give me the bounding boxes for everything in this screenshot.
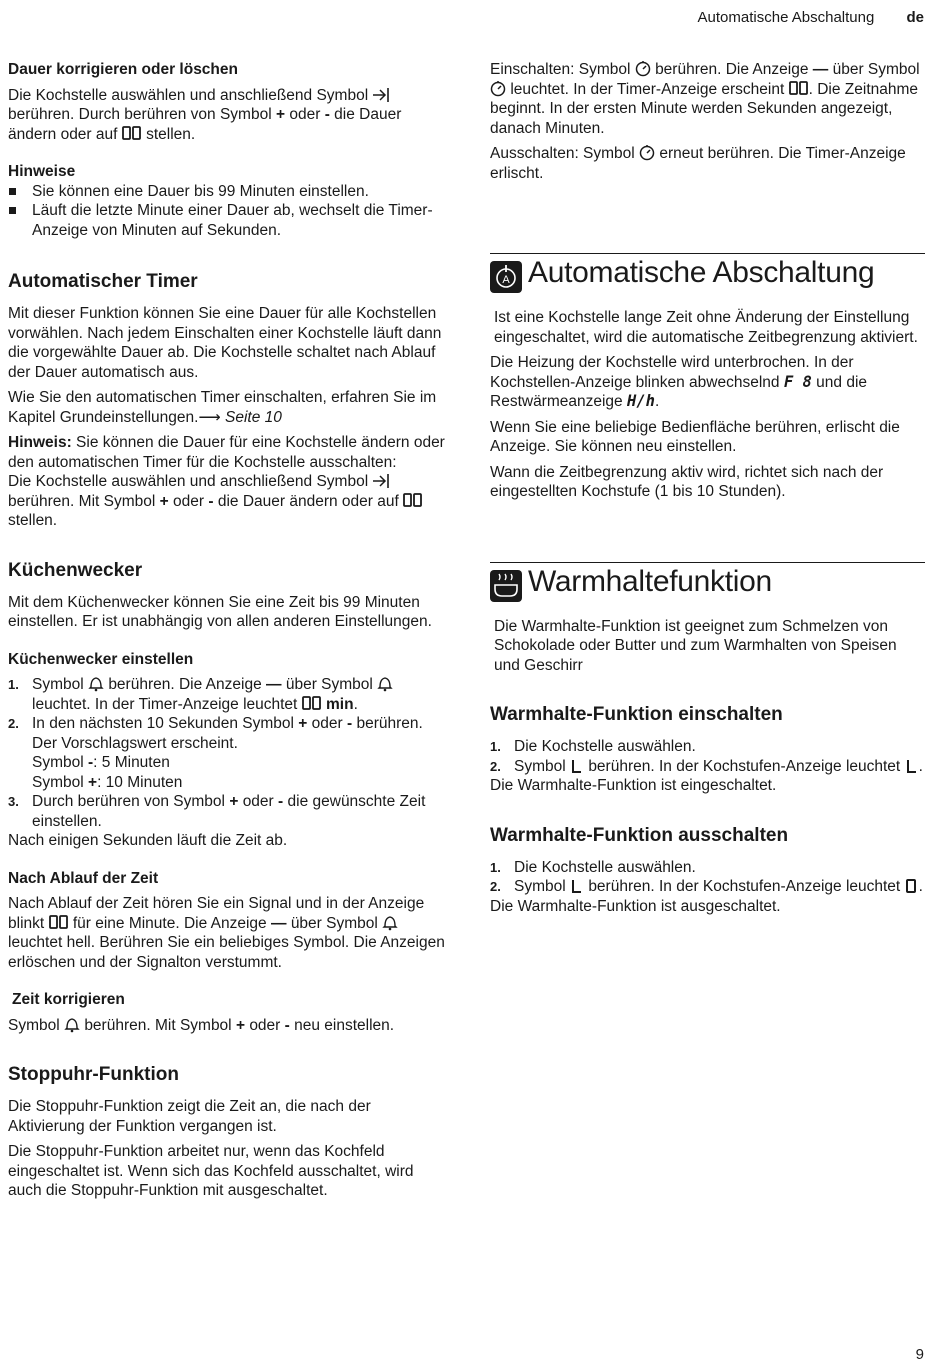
hinweise-heading: Hinweise (8, 163, 76, 180)
display-00-icon (789, 81, 809, 96)
page-reference-link[interactable]: Seite 10 (224, 408, 282, 426)
stoppuhr-einschalten: Einschalten: Symbol berühren. Die Anzeige — über Symbol leuchtet. In der Timer-Anzeige erscheint . Die Zeitnahme beginnt. In der ersten Minute werden Sekunden angezeigt, danach Minuten. (490, 61, 920, 137)
auto-off-icon (490, 261, 522, 293)
warmhalte-eingeschaltet: Die Warmhalte-Funktion ist eingeschaltet. (490, 777, 777, 794)
warmhalte-heading: Warmhaltefunktion (528, 564, 772, 598)
svg-text:A: A (502, 274, 510, 286)
kuechenwecker-einstellen-heading: Küchenwecker einstellen (8, 650, 194, 668)
timer-paragraph-3: Die Kochstelle auswählen und anschließend Symbol berühren. Mit Symbol + oder - die Dauer ändern oder auf stellen. (8, 472, 448, 531)
list-item: Sie können eine Dauer bis 99 Minuten einstellen. (8, 182, 448, 202)
abschaltung-heading: Automatische Abschaltung (528, 256, 875, 289)
indicator-dash-icon: — (812, 61, 829, 78)
display-zero-icon (905, 879, 919, 894)
display-00-icon (49, 915, 69, 930)
hinweise-list (8, 182, 448, 241)
left-column (8, 60, 448, 1207)
kuechenwecker-steps (8, 675, 448, 831)
abschaltung-paragraph-4: Wann die Zeitbegrenzung aktiv wird, richtet sich nach der eingestellten Kochstufe (1 bis 10 Stunden). (490, 463, 884, 500)
warmhalte-ausschalten-heading: Warmhalte-Funktion ausschalten (490, 824, 789, 846)
display-00-icon (122, 126, 142, 141)
stopwatch-icon (490, 80, 506, 97)
display-00-icon (403, 493, 423, 508)
display-h-icon: H/h (627, 392, 655, 410)
abschaltung-paragraph-2: Die Heizung der Kochstelle wird unterbrochen. In der Kochstellen-Anzeige blinken abwechselnd F 8 und die Restwärmeanzeige H/h. (490, 354, 868, 410)
abschaltung-section-header (490, 253, 925, 294)
timer-hinweis: Hinweis: Sie können die Dauer für eine Kochstelle ändern oder den automatischen Timer für die Kochstelle ausschalten: (8, 434, 445, 471)
warm-level-icon (570, 759, 584, 774)
list-item: 2. Symbol berühren. In der Kochstufen-Anzeige leuchtet . (490, 878, 923, 895)
warmhalte-einschalten-steps (490, 737, 925, 776)
dauer-heading: Dauer korrigieren oder löschen (8, 61, 238, 78)
warmhalte-einschalten-heading: Warmhalte-Funktion einschalten (490, 704, 783, 725)
ablauf-paragraph: Nach Ablauf der Zeit hören Sie ein Signal und in der Anzeige blinkt für eine Minute. Die Anzeige — über Symbol leuchtet hell. Berühren Sie ein beliebiges Symbol. Die Anzeigen erlöschen und der Signalton verstummt. (8, 895, 445, 971)
list-item: 1. Die Kochstelle auswählen. (490, 738, 696, 755)
list-item: 1. Symbol berühren. Die Anzeige — über Symbol leuchtet. In der Timer-Anzeige leuchtet min. (8, 675, 448, 714)
korrigieren-heading: Zeit korrigieren (12, 991, 125, 1008)
display-f8-icon: F 8 (783, 372, 812, 391)
warmhalte-ausschalten-steps (490, 858, 925, 897)
abschaltung-paragraph-1: Ist eine Kochstelle lange Zeit ohne Änderung der Einstellung eingeschaltet, wird die automatische Zeitbegrenzung aktiviert. (494, 309, 918, 346)
arrow-bar-icon (372, 473, 390, 489)
stopwatch-icon (639, 144, 655, 161)
bell-icon (377, 675, 393, 692)
stoppuhr-paragraph-1: Die Stoppuhr-Funktion zeigt die Zeit an, die nach der Aktivierung der Funktion vergangen ist. (8, 1098, 371, 1135)
timer-heading: Automatischer Timer (8, 271, 198, 292)
list-item: 2. Symbol berühren. In der Kochstufen-Anzeige leuchtet . (490, 757, 923, 775)
stopwatch-icon (635, 60, 651, 77)
bell-icon (64, 1016, 80, 1033)
arrow-bar-icon (372, 87, 390, 103)
stoppuhr-heading: Stoppuhr-Funktion (8, 1064, 179, 1085)
list-item: 1. Die Kochstelle auswählen. (490, 858, 696, 876)
warm-level-icon (570, 879, 584, 894)
korrigieren-paragraph: Symbol berühren. Mit Symbol + oder - neu einstellen. (8, 1016, 395, 1034)
right-column (490, 60, 925, 922)
list-item: 2. In den nächsten 10 Sekunden Symbol + oder - berühren. Der Vorschlagswert erscheint. Symbol -: 5 Minuten Symbol +: 10 Minuten (8, 715, 423, 791)
list-item: Läuft die letzte Minute einer Dauer ab, wechselt die Timer-Anzeige von Minuten auf Sekunden. (8, 201, 448, 240)
timer-paragraph-2: Wie Sie den automatischen Timer einschalten, erfahren Sie im Kapitel Grundeinstellungen.⟶ Seite 10 (8, 389, 437, 426)
arrow-right-icon: ⟶ (198, 408, 221, 426)
abschaltung-paragraph-3: Wenn Sie eine beliebige Bedienfläche berühren, erlischt die Anzeige. Sie können neu einstellen. (490, 418, 900, 455)
indicator-dash-icon: — (271, 914, 287, 932)
dauer-paragraph: Die Kochstelle auswählen und anschließend Symbol berühren. Durch berühren von Symbol + oder - die Dauer ändern oder auf stellen. (8, 86, 402, 143)
bell-icon (88, 675, 104, 692)
warmhalte-ausgeschaltet: Die Warmhalte-Funktion ist ausgeschaltet. (490, 897, 781, 915)
timer-paragraph-1: Mit dieser Funktion können Sie eine Dauer für alle Kochstellen vorwählen. Nach jedem Einschalten einer Kochstelle läuft dann die vorgewählte Dauer ab. Die Kochstelle schaltet nach Ablauf der Dauer automatisch aus. (8, 305, 442, 381)
pot-steam-icon (490, 570, 522, 602)
page-number: 9 (915, 1345, 924, 1363)
stoppuhr-ausschalten: Ausschalten: Symbol erneut berühren. Die Timer-Anzeige erlischt. (490, 145, 906, 182)
warmhalte-section-header (490, 562, 925, 603)
display-00-icon (302, 696, 322, 711)
stoppuhr-paragraph-2: Die Stoppuhr-Funktion arbeitet nur, wenn das Kochfeld eingeschaltet ist. Wenn sich das Kochfeld ausschaltet, wird auch die Stoppuhr-Funktion mit ausgeschaltet. (8, 1143, 414, 1199)
warm-level-icon (905, 759, 919, 774)
list-item: 3. Durch berühren von Symbol + oder - die gewünschte Zeit einstellen. (8, 793, 426, 830)
page-header (698, 8, 924, 28)
header-title: Automatische Abschaltung (697, 9, 875, 26)
ablauf-heading: Nach Ablauf der Zeit (8, 869, 159, 887)
indicator-dash-icon: — (266, 676, 282, 693)
kuechenwecker-paragraph: Mit dem Küchenwecker können Sie eine Zeit bis 99 Minuten einstellen. Er ist unabhängig von allen anderen Einstellungen. (8, 593, 432, 630)
kuechenwecker-heading: Küchenwecker (8, 559, 143, 581)
kuechenwecker-after: Nach einigen Sekunden läuft die Zeit ab. (8, 832, 288, 849)
header-language: de (906, 9, 924, 26)
warmhalte-paragraph: Die Warmhalte-Funktion ist geeignet zum Schmelzen von Schokolade oder Butter und zum Warmhalten von Speisen und Geschirr (494, 617, 897, 674)
bell-icon (382, 914, 398, 931)
